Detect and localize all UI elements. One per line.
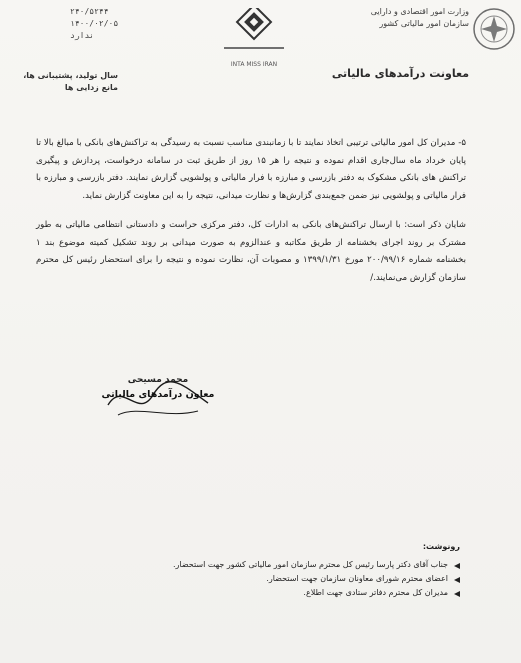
letter-body <box>36 135 466 299</box>
copy-item: اعضای محترم شورای معاونان سازمان جهت استحضار. <box>160 572 460 586</box>
signature-block <box>98 375 218 425</box>
year-slogan <box>18 70 118 94</box>
body-paragraph-note: شایان ذکر است: با ارسال تراکنش‌های بانکی به ادارات کل، دفتر مرکزی حراست و دادستانی انتظامی مالیاتی به طور مشترک بر روند اجرای بخشنامه از طریق مکاتبه و عندالزوم به صورت میدانی بر روند تشکیل کمیته موضوع بند ۱ بخشنامه شماره ۲۰۰/۹۹/۱۶ مورخ ۱۳۹۹/۱/۳۱ و مصوبات آن، نظارت نموده و نتیجه را برای استحضار رئیس کل محترم سازمان گزارش می‌نمایند./ <box>36 220 466 283</box>
letter-attachment: ندارد <box>70 31 95 40</box>
tax-organization-logo <box>218 8 290 68</box>
copy-item: مدیران کل محترم دفاتر ستادی جهت اطلاع. <box>160 586 460 600</box>
letter-date: ۱۴۰۰/۰۲/۰۵ <box>70 19 119 28</box>
org-line-ministry: وزارت امور اقتصادی و دارایی <box>370 7 469 16</box>
copies-heading: رونوشت: <box>422 542 460 551</box>
org-line-organization: سازمان امور مالیاتی کشور <box>379 19 469 28</box>
slogan-line-1: سال تولید، پشتیبانی ها، <box>23 71 118 80</box>
logo-caption: INTA MISS IRAN <box>230 61 278 68</box>
letter-number: ۲۴۰/۵۲۴۴ <box>70 7 109 16</box>
ministry-emblem-icon <box>471 6 517 52</box>
slogan-line-2: مانع زدایی ها <box>64 83 118 92</box>
body-paragraph-5: ۵- مدیران کل امور مالیاتی ترتیبی اتخاذ نمایند تا با زمانبندی مناسب نسبت به رسیدگی به تراکنش‌های بانکی با مبالغ بالا تا پایان خرداد ماه سال‌جاری اقدام نموده و نتیجه را هر ۱۵ روز از طریق ثبت در سامانه درخواست، پردازش و پیگیری تراکنش های بانکی مشکوک به دفتر بازرسی و مبارزه با فرار مالیاتی و پولشویی گزارش نمایند. دفتر بازرسی و مبارزه با فرار مالیاتی و پولشویی نیز ضمن جمع‌بندی گزارش‌ها و نظارت میدانی، نتیجه را به این معاونت گزارش نماید. <box>36 138 466 201</box>
letter-meta <box>70 6 150 42</box>
signer-name: محمد مسیحی <box>127 375 189 385</box>
organization-header <box>299 6 469 80</box>
signer-title: معاون درآمدهای مالیاتی <box>101 389 215 400</box>
copies-list <box>160 558 460 600</box>
copy-item: جناب آقای دکتر پارسا رئیس کل محترم سازمان امور مالیاتی کشور جهت استحضار. <box>160 558 460 572</box>
copies-block <box>160 540 460 600</box>
deputy-title: معاونت درآمدهای مالیاتی <box>331 67 469 80</box>
